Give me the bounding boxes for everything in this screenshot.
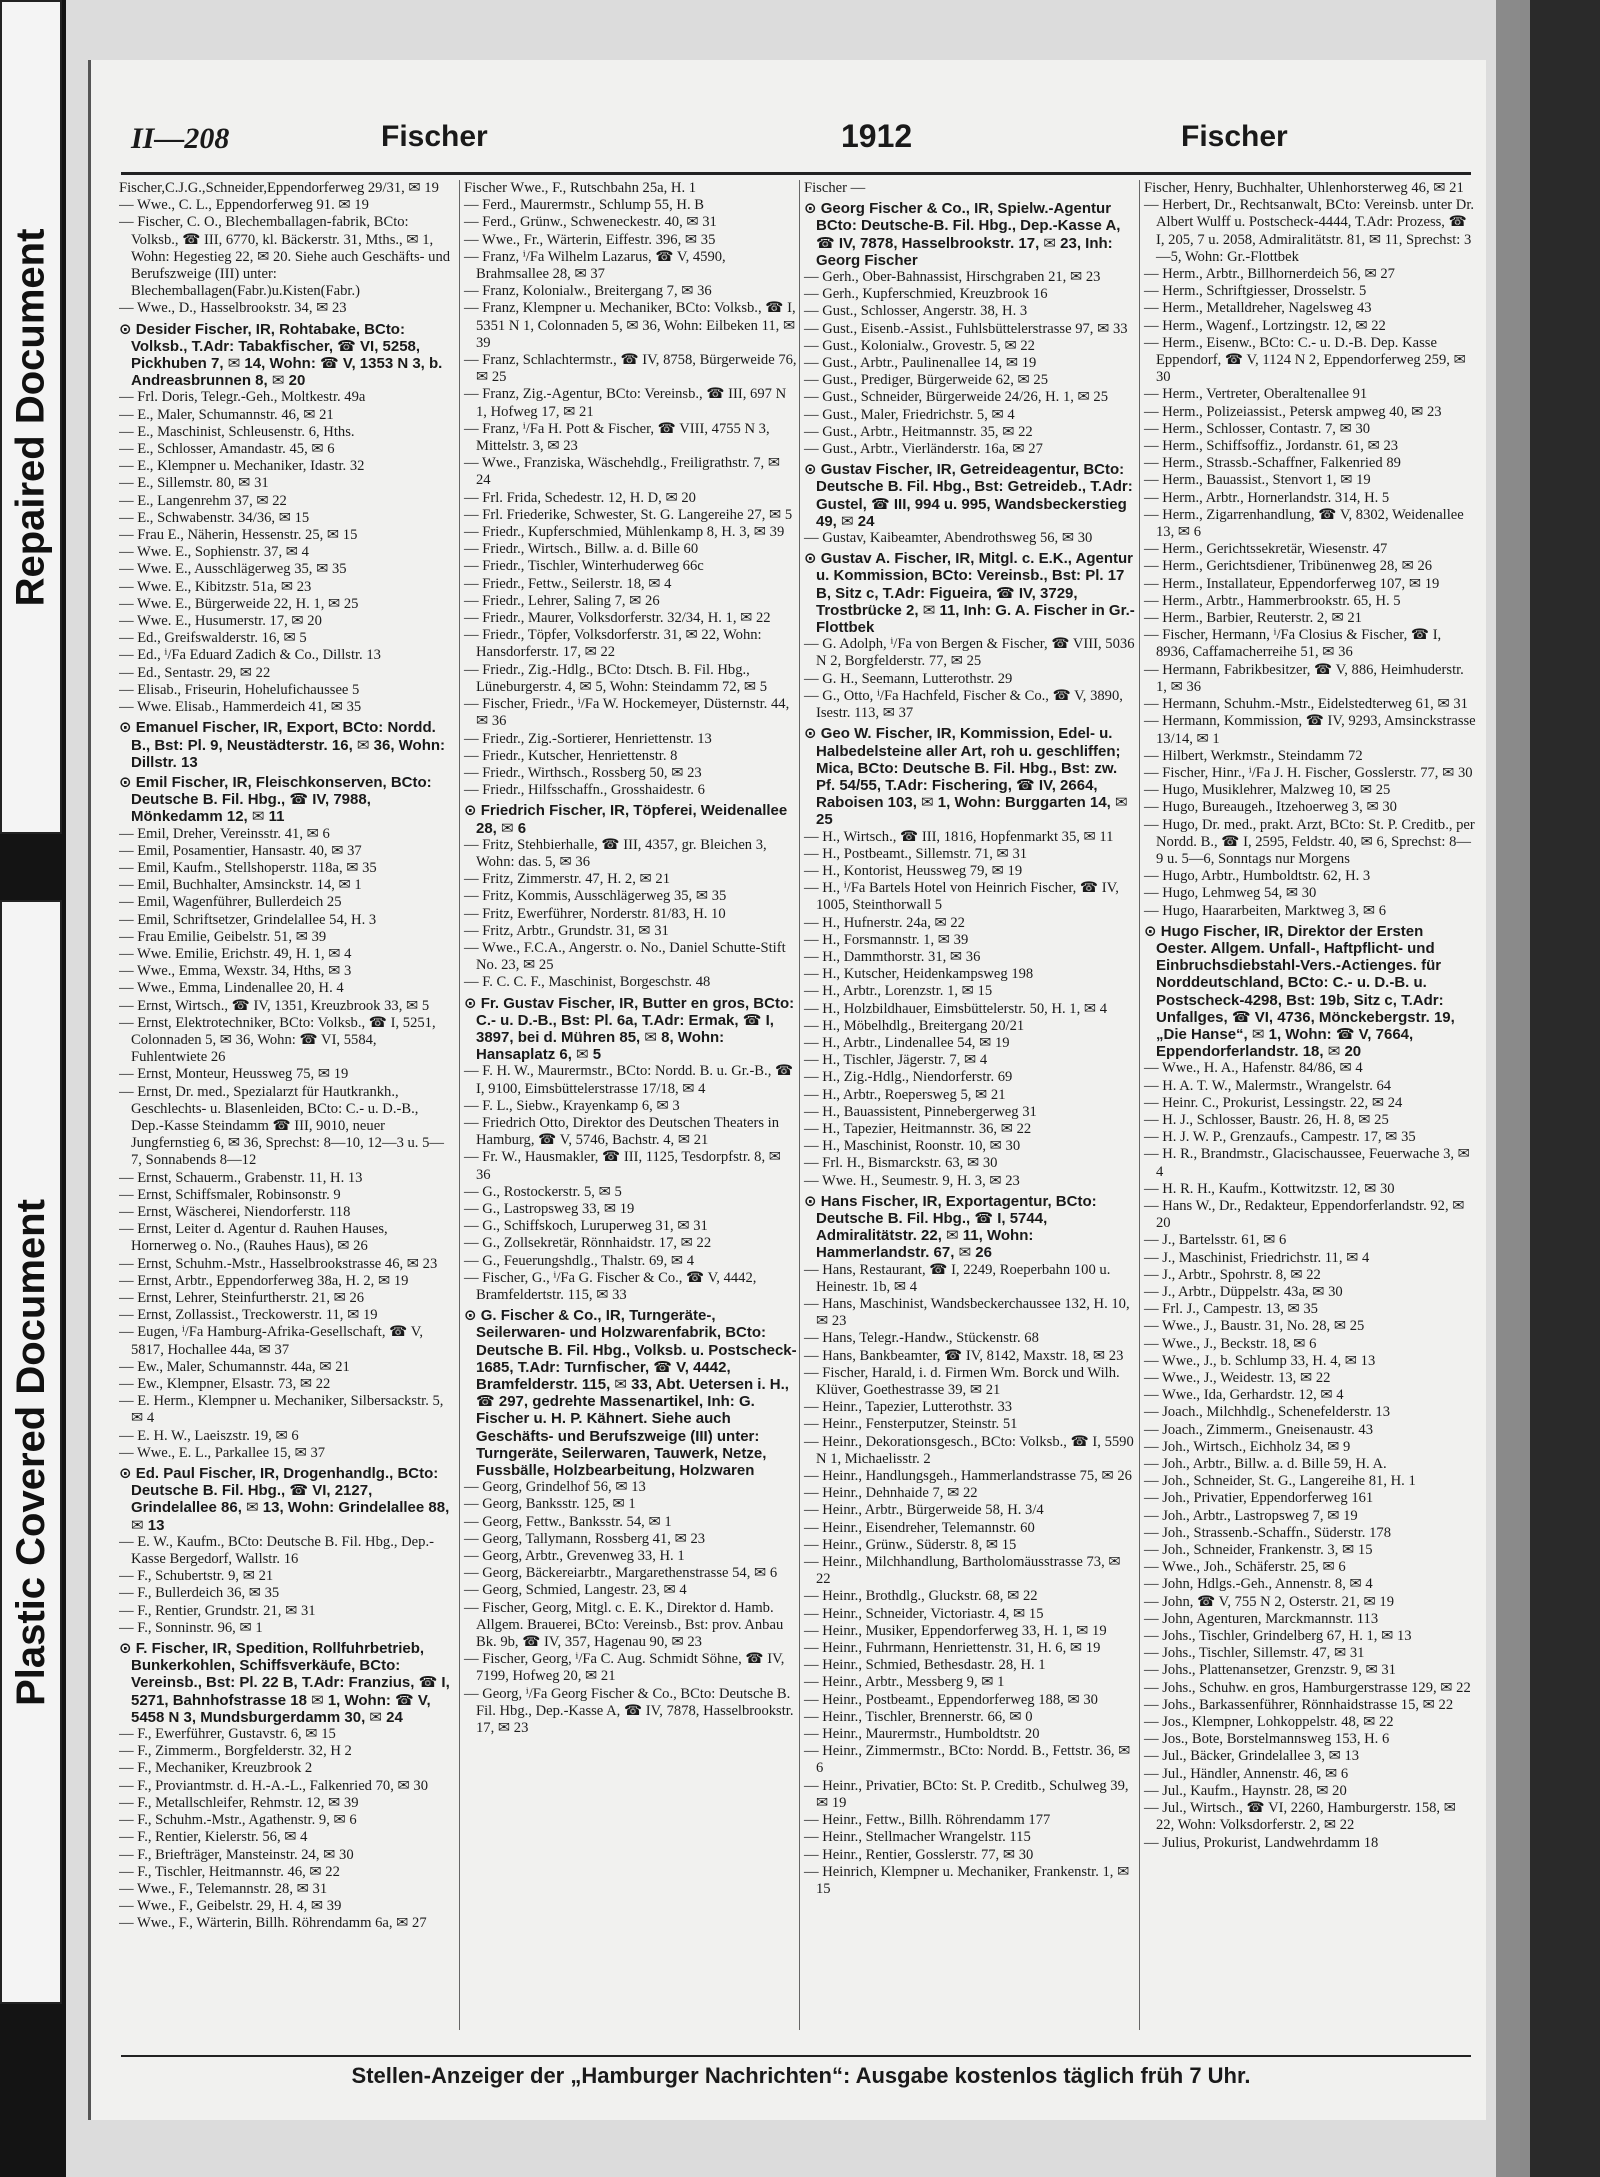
directory-entry: — G. H., Seemann, Lutterothstr. 29 <box>804 670 1013 687</box>
directory-entry: — Franz, Klempner u. Mechaniker, BCto: Volksb., ☎ I, 5351 N 1, Colonnaden 5, ✉ 36, Wohn: Eilbeken 11, ✉ 39 <box>464 300 796 351</box>
directory-entry: — Georg, Fettw., Banksstr. 54, ✉ 1 <box>464 1513 672 1530</box>
directory-entry: — Fritz, Ewerführer, Norderstr. 81/83, H. 10 <box>464 905 726 922</box>
directory-entry: — Johs., Schuhw. en gros, Hamburgerstrasse 129, ✉ 22 <box>1144 1679 1471 1696</box>
directory-entry: — G. Adolph, ⁱ/Fa von Bergen & Fischer, ☎ VIII, 5036 N 2, Borgfelderstr. 77, ✉ 25 <box>804 636 1135 670</box>
directory-entry: — Frau E., Näherin, Hessenstr. 25, ✉ 15 <box>119 527 358 544</box>
directory-entry: — Heinr., Arbtr., Messberg 9, ✉ 1 <box>804 1674 1005 1691</box>
directory-entry: — Gerh., Ober-Bahnassist, Hirschgraben 21, ✉ 23 <box>804 269 1101 286</box>
directory-entry: Fischer,C.J.G.,Schneider,Eppendorferweg 29/31, ✉ 19 <box>119 180 439 196</box>
plastic-covered-label <box>0 900 62 2004</box>
plastic-covered-text: Plastic Covered Document <box>8 1198 53 1706</box>
directory-entry: — Frl. Doris, Telegr.-Geh., Moltkestr. 49a <box>119 389 366 406</box>
footer-advert: Stellen-Anzeiger der „Hamburger Nachrichten“: Ausgabe kostenlos täglich früh 7 Uhr. <box>351 2063 1251 2088</box>
directory-entry: — Heinr., Maurermstr., Humboldtstr. 20 <box>804 1726 1040 1743</box>
directory-entry: — Jos., Bote, Borstelmannsweg 153, H. 6 <box>1144 1731 1390 1748</box>
directory-entry: — Jul., Wirtsch., ☎ VI, 2260, Hamburgerstr. 158, ✉ 22, Wohn: Volksdorferstr. 2, ✉ 22 <box>1144 1800 1456 1834</box>
directory-entry: — E. H. W., Laeiszstr. 19, ✉ 6 <box>119 1427 299 1444</box>
directory-entry: — Herm., Zigarrenhandlung, ☎ V, 8302, Weidenallee 13, ✉ 6 <box>1144 506 1464 541</box>
directory-entry: — Jul., Bäcker, Grindelallee 3, ✉ 13 <box>1144 1748 1360 1765</box>
directory-entry: — Heinr., Grünw., Süderstr. 8, ✉ 15 <box>804 1536 1017 1553</box>
directory-entry: — F. C. C. F., Maschinist, Borgeschstr. 48 <box>464 974 711 991</box>
directory-entry: — Ernst, Monteur, Heussweg 75, ✉ 19 <box>119 1066 349 1083</box>
directory-entry: — Herm., Wagenf., Lortzingstr. 12, ✉ 22 <box>1144 317 1386 334</box>
directory-entry: — Hermann, Kommission, ☎ IV, 9293, Amsinckstrasse 13/14, ✉ 1 <box>1144 713 1476 747</box>
directory-entry: — F., Rentier, Kielerstr. 56, ✉ 4 <box>119 1829 308 1846</box>
directory-entry: — Jul., Händler, Annenstr. 46, ✉ 6 <box>1144 1765 1349 1782</box>
directory-entry: ⊙ Geo W. Fischer, IR, Kommission, Edel- u. Halbedelsteine aller Art, roh u. geschliffen; Mica, BCto: Deutsche B. Fil. Hbg., Bst: zw. Pf. 54/55, T.Adr: Fischering, ☎ IV, 2664, Raboisen 103, ✉ 1, Wohn: Burggarten 14, ✉ 25 <box>804 725 1128 829</box>
directory-entry: — Frau Emilie, Geibelstr. 51, ✉ 39 <box>119 928 327 945</box>
directory-entry: — G., Feuerungshdlg., Thalstr. 69, ✉ 4 <box>464 1252 695 1269</box>
directory-entry: — Georg, Arbtr., Grevenweg 33, H. 1 <box>464 1548 685 1565</box>
directory-entry: — Jos., Klempner, Lohkoppelstr. 48, ✉ 22 <box>1144 1714 1394 1731</box>
directory-entry: — E., Maschinist, Schleusenstr. 6, Hths. <box>119 423 355 440</box>
directory-entry: ⊙ G. Fischer & Co., IR, Turngeräte-, Seilerwaren- und Holzwarenfabrik, BCto: Deutsche B. Fil. Hbg., Volksb. u. Postscheck-1685, T.Adr: Turnfischer, ☎ V, 4442, Bramfelderstr. 115, ✉ 33, Abt. Uetersen i. H., ☎ 297, gedrehte Massenartikel, Inh: G. Fischer u. H. P. Kähnert. Siehe auch Geschäfts- und Berufszweige (III) unter: Turngeräte, Seilerwaren, Tauwerk, Netze, Fussbälle, Holzbearbeitung, Holzwaren <box>464 1307 797 1480</box>
header-right-word: Fischer <box>1181 120 1288 153</box>
directory-entry: ⊙ Georg Fischer & Co., IR, Spielw.-Agentur BCto: Deutsche-B. Fil. Hbg., Dep.-Kasse A, ☎ IV, 7878, Hasselbrookstr. 17, ✉ 23, Inh: Georg Fischer <box>804 200 1121 269</box>
directory-entry: — Friedrich Otto, Direktor des Deutschen Theaters in Hamburg, ☎ V, 5746, Bachstr. 4, ✉ 21 <box>464 1114 780 1149</box>
directory-entry: — Wwe. Elisab., Hammerdeich 41, ✉ 35 <box>119 699 362 716</box>
directory-entry: — Franz, Zig.-Agentur, BCto: Vereinsb., ☎ III, 697 N 1, Hofweg 17, ✉ 21 <box>464 386 787 420</box>
directory-entry: — Friedr., Kutscher, Henriettenstr. 8 <box>464 747 678 764</box>
directory-entry: — Wwe., C. L., Eppendorferweg 91. ✉ 19 <box>119 197 369 214</box>
directory-entry: — Johs., Tischler, Sillemstr. 47, ✉ 31 <box>1144 1645 1365 1662</box>
directory-entry: ⊙ Emil Fischer, IR, Fleischkonserven, BCto: Deutsche B. Fil. Hbg., ☎ IV, 7988, Mönkedamm 12, ✉ 11 <box>119 773 432 826</box>
directory-entry: — Wwe., Franziska, Wäschehdlg., Freiligrathstr. 7, ✉ 24 <box>464 455 781 489</box>
directory-entry: — Friedr., Tischler, Winterhuderweg 66c <box>464 558 704 575</box>
directory-entry: — Gustav, Kaibeamter, Abendrothsweg 56, ✉ 30 <box>804 530 1093 547</box>
directory-entry: — Ernst, Dr. med., Spezialarzt für Hautkrankh., Geschlechts- u. Blasenleiden, BCto: C.- u. D.-B., Dep.-Kasse Steindamm ☎ III, 9010, neuer Jungfernstieg 6, ✉ 36, Sprechst: 8—10, 12—3 u. 5—7, Sonnabends 8—12 <box>119 1083 444 1169</box>
directory-entry: — Julius, Prokurist, Landwehrdamm 18 <box>1144 1834 1379 1851</box>
directory-entry: — Wwe. E., Sophienstr. 37, ✉ 4 <box>119 544 309 561</box>
directory-entry: — Gust., Prediger, Bürgerweide 62, ✉ 25 <box>804 372 1049 389</box>
directory-entry: — Gust., Maler, Friedrichstr. 5, ✉ 4 <box>804 406 1015 423</box>
directory-entry: — F., Schuhm.-Mstr., Agathenstr. 9, ✉ 6 <box>119 1812 357 1829</box>
directory-entry: — H., Arbtr., Roepersweg 5, ✉ 21 <box>804 1086 1006 1103</box>
footer-rule <box>121 2055 1471 2057</box>
directory-entry: — Herm., Arbtr., Hornerlandstr. 314, H. 5 <box>1144 489 1390 506</box>
directory-entry: — Herm., Arbtr., Billhornerdeich 56, ✉ 27 <box>1144 266 1395 283</box>
directory-entry: — Wwe. E., Bürgerweide 22, H. 1, ✉ 25 <box>119 595 359 612</box>
directory-entry: — Heinr. C., Prokurist, Lessingstr. 22, ✉ 24 <box>1144 1094 1403 1111</box>
directory-entry: — J., Bartelsstr. 61, ✉ 6 <box>1144 1232 1287 1249</box>
directory-entry: Fischer Wwe., F., Rutschbahn 25a, H. 1 <box>464 180 697 196</box>
directory-entry: — G., Rostockerstr. 5, ✉ 5 <box>464 1183 622 1200</box>
directory-entry: — H., Tapezier, Heitmannstr. 36, ✉ 22 <box>804 1120 1032 1137</box>
directory-entry: — Fischer, Hinr., ⁱ/Fa J. H. Fischer, Gosslerstr. 77, ✉ 30 <box>1144 764 1473 781</box>
directory-entry: — J., Arbtr., Spohrstr. 8, ✉ 22 <box>1144 1266 1321 1283</box>
directory-entry: — H. R. H., Kaufm., Kottwitzstr. 12, ✉ 30 <box>1144 1180 1395 1197</box>
directory-entry: — Wwe. Emilie, Erichstr. 49, H. 1, ✉ 4 <box>119 945 352 962</box>
directory-entry: — Ernst, Elektrotechniker, BCto: Volksb., ☎ I, 5251, Colonnaden 5, ✉ 36, Wohn: ☎ VI, 5584, Fuhlentwiete 26 <box>119 1014 436 1066</box>
directory-entry: — Heinr., Dekorationsgesch., BCto: Volksb., ☎ I, 5590 N 1, Michaelisstr. 2 <box>804 1433 1134 1467</box>
directory-entry: — Wwe., D., Hasselbrookstr. 34, ✉ 23 <box>119 300 347 317</box>
directory-entry: — H., Zig.-Hdlg., Niendorferstr. 69 <box>804 1069 1013 1086</box>
directory-entry: — Franz, Kolonialw., Breitergang 7, ✉ 36 <box>464 283 712 300</box>
directory-entry: — Ew., Maler, Schumannstr. 44a, ✉ 21 <box>119 1358 350 1375</box>
directory-entry: — Hermann, Schuhm.-Mstr., Eidelstedterweg 61, ✉ 31 <box>1144 696 1468 713</box>
column-4 <box>1139 180 1477 2030</box>
directory-entry: — Fischer, C. O., Blechemballagen-fabrik, BCto: Volksb., ☎ III, 6770, kl. Bäckerstr. 31, Mths., ✉ 1, Wohn: Hegestieg 22, ✉ 20. Siehe auch Geschäfts- und Berufszweige (III) unter: Blechemballagen(Fabr.)u.Kisten(Fabr.) <box>119 214 451 300</box>
header-rule <box>121 172 1471 175</box>
directory-entry: — Gust., Arbtr., Heitmannstr. 35, ✉ 22 <box>804 423 1033 440</box>
directory-entry: — Emil, Dreher, Vereinsstr. 41, ✉ 6 <box>119 825 330 842</box>
column-3 <box>799 180 1137 2030</box>
directory-entry: — Wwe., J., Baustr. 31, No. 28, ✉ 25 <box>1144 1318 1365 1335</box>
directory-entry: — H., Möbelhdlg., Breitergang 20/21 <box>804 1017 1025 1034</box>
directory-entry: — Friedr., Wirthsch., Rossberg 50, ✉ 23 <box>464 764 702 781</box>
directory-entry: — Georg, Tallymann, Rossberg 41, ✉ 23 <box>464 1530 706 1547</box>
directory-entry: — Ernst, Wirtsch., ☎ IV, 1351, Kreuzbrook 33, ✉ 5 <box>119 997 430 1014</box>
directory-entry: — F., Sonninstr. 96, ✉ 1 <box>119 1619 263 1636</box>
directory-entry: — Herm., Arbtr., Hammerbrookstr. 65, H. 5 <box>1144 592 1401 609</box>
directory-entry: — Hans, Bankbeamter, ☎ IV, 8142, Maxstr. 18, ✉ 23 <box>804 1347 1124 1364</box>
directory-entry: — H., Kontorist, Heussweg 79, ✉ 19 <box>804 862 1023 879</box>
directory-entry: — Friedr., Hilfsschaffn., Grosshaidestr. 6 <box>464 782 705 799</box>
directory-entry: — Joh., Schneider, Frankenstr. 3, ✉ 15 <box>1144 1542 1373 1559</box>
directory-entry: — Hermann, Fabrikbesitzer, ☎ V, 886, Heimhuderstr. 1, ✉ 36 <box>1144 661 1464 695</box>
directory-entry: — H., Wirtsch., ☎ III, 1816, Hopfenmarkt 35, ✉ 11 <box>804 828 1114 845</box>
repaired-document-label <box>0 0 62 834</box>
directory-entry: — H. R., Brandmstr., Glacischaussee, Feuerwache 3, ✉ 4 <box>1144 1146 1470 1180</box>
directory-entry: — Georg, ⁱ/Fa Georg Fischer & Co., BCto: Deutsche B. Fil. Hbg., Dep.-Kasse A, ☎ IV, 7878, Hasselbrookstr. 17, ✉ 23 <box>464 1685 794 1737</box>
directory-entry: — H., Tischler, Jägerstr. 7, ✉ 4 <box>804 1052 988 1069</box>
directory-entry: — Wwe., F.C.A., Angerstr. o. No., Daniel Schutte-Stift No. 23, ✉ 25 <box>464 939 786 974</box>
directory-entry: — Friedr., Wirtsch., Billw. a. d. Bille 60 <box>464 541 699 558</box>
directory-entry: — Emil, Schriftsetzer, Grindelallee 54, H. 3 <box>119 911 377 928</box>
directory-entry: — Heinr., Eisendreher, Telemannstr. 60 <box>804 1519 1035 1536</box>
directory-entry: — J., Maschinist, Friedrichstr. 11, ✉ 4 <box>1144 1249 1370 1266</box>
directory-entry: — Emil, Buchhalter, Amsinckstr. 14, ✉ 1 <box>119 877 362 894</box>
directory-entry: — F., Schubertstr. 9, ✉ 21 <box>119 1568 274 1585</box>
directory-entry: — Heinr., Milchhandlung, Bartholomäusstrasse 73, ✉ 22 <box>804 1554 1121 1588</box>
directory-entry: — Franz, ⁱ/Fa Wilhelm Lazarus, ☎ V, 4590, Brahmsallee 28, ✉ 37 <box>464 248 726 283</box>
directory-entry: — Joh., Strassenb.-Schaffn., Süderstr. 178 <box>1144 1524 1391 1541</box>
directory-entry: — Fischer, Georg, Mitgl. c. E. K., Direktor d. Hamb. Allgem. Brauerei, BCto: Vereinsb., Bst: prov. Anbau Bk. 9b, ☎ IV, 357, Hagenau 90, ✉ 23 <box>464 1599 784 1651</box>
directory-entry: — F., Zimmerm., Borgfelderstr. 32, H 2 <box>119 1743 352 1760</box>
directory-entry: — Heinrich, Klempner u. Mechaniker, Frankenstr. 1, ✉ 15 <box>804 1863 1130 1897</box>
directory-entry: — Heinr., Dehnhaide 7, ✉ 22 <box>804 1485 978 1502</box>
directory-entry: — Herm., Eisenw., BCto: C.- u. D.-B. Dep. Kasse Eppendorf, ☎ V, 1124 N 2, Eppendorferweg 259, ✉ 30 <box>1144 334 1466 386</box>
directory-entry: — Wwe. E., Ausschlägerweg 35, ✉ 35 <box>119 561 347 578</box>
directory-entry: — F. L., Siebw., Krayenkamp 6, ✉ 3 <box>464 1097 680 1114</box>
directory-entry: — Friedr., Maurer, Volksdorferstr. 32/34, H. 1, ✉ 22 <box>464 610 771 627</box>
header-year: 1912 <box>841 118 913 154</box>
header-left-word: Fischer <box>381 120 488 153</box>
directory-entry: — Herm., Gerichtsdiener, Tribünenweg 28, ✉ 26 <box>1144 558 1433 575</box>
directory-entry: — Fritz, Zimmerstr. 47, H. 2, ✉ 21 <box>464 871 670 888</box>
directory-entry: — Heinr., Musiker, Eppendorferweg 33, H. 1, ✉ 19 <box>804 1622 1107 1639</box>
directory-entry: — Frl. Friederike, Schwester, St. G. Langereihe 27, ✉ 5 <box>464 506 793 523</box>
directory-entry: — Franz, Schlachtermstr., ☎ IV, 8758, Bürgerweide 76, ✉ 25 <box>464 352 797 386</box>
column-2 <box>459 180 797 2030</box>
directory-entry: — Ferd., Maurermstr., Schlump 55, H. B <box>464 197 704 214</box>
directory-entry: — F., Ewerführer, Gustavstr. 6, ✉ 15 <box>119 1726 336 1743</box>
directory-entry: — Gerh., Kupferschmied, Kreuzbrook 16 <box>804 286 1048 303</box>
directory-entry: — Gust., Schlosser, Angerstr. 38, H. 3 <box>804 303 1028 320</box>
directory-entry: — Hans, Restaurant, ☎ I, 2249, Roeperbahn 100 u. Heinestr. 1b, ✉ 4 <box>804 1261 1111 1295</box>
directory-entry: — Heinr., Fuhrmann, Henriettenstr. 31, H. 6, ✉ 19 <box>804 1640 1101 1657</box>
directory-entry: — Hans, Maschinist, Wandsbeckerchaussee 132, H. 10, ✉ 23 <box>804 1296 1130 1330</box>
directory-entry: — Fischer, G., ⁱ/Fa G. Fischer & Co., ☎ V, 4442, Bramfeldertstr. 115, ✉ 33 <box>464 1269 757 1303</box>
directory-entry: — Heinr., Privatier, BCto: St. P. Creditb., Schulweg 39, ✉ 19 <box>804 1777 1129 1811</box>
directory-entry: — Heinr., Schmied, Bethesdastr. 28, H. 1 <box>804 1657 1046 1674</box>
directory-entry: — Fritz, Stehbierhalle, ☎ III, 4357, gr. Bleichen 3, Wohn: das. 5, ✉ 36 <box>464 836 767 870</box>
directory-entry: — Herm., Metalldreher, Nagelsweg 43 <box>1144 300 1372 317</box>
directory-entry: — Fischer, Harald, i. d. Firmen Wm. Borck und Wilh. Klüver, Goethestrasse 39, ✉ 21 <box>804 1364 1120 1399</box>
directory-entry: — Eugen, ⁱ/Fa Hamburg-Afrika-Gesellschaft, ☎ V, 5817, Hochallee 44a, ✉ 37 <box>119 1324 424 1358</box>
directory-entry: — Joach., Milchhdlg., Schenefelderstr. 13 <box>1144 1404 1391 1421</box>
directory-entry: Fischer — <box>804 180 866 196</box>
directory-entry: ⊙ Emanuel Fischer, IR, Export, BCto: Nordd. B., Bst: Pl. 9, Neustädterstr. 16, ✉ 36, Wohn: Dillstr. 13 <box>119 719 446 771</box>
directory-entry: — H. J. W. P., Grenzaufs., Campestr. 17, ✉ 35 <box>1144 1129 1416 1146</box>
directory-entry: — Elisab., Friseurin, Hohelufichaussee 5 <box>119 681 360 698</box>
directory-entry: — Frl. J., Campestr. 13, ✉ 35 <box>1144 1301 1318 1318</box>
directory-entry: — F., Mechaniker, Kreuzbrook 2 <box>119 1760 313 1777</box>
directory-entry: — Friedr., Kupferschmied, Mühlenkamp 8, H. 3, ✉ 39 <box>464 524 785 541</box>
directory-entry: — Heinr., Fensterputzer, Steinstr. 51 <box>804 1416 1018 1433</box>
directory-entry: — Herm., Schiffsoffiz., Jordanstr. 61, ✉ 23 <box>1144 438 1399 455</box>
directory-entry: — Herm., Strassb.-Schaffner, Falkenried 89 <box>1144 455 1401 472</box>
directory-entry: — Gust., Schneider, Bürgerweide 24/26, H. 1, ✉ 25 <box>804 389 1109 406</box>
directory-entry: — Emil, Kaufm., Stellshoperstr. 118a, ✉ 35 <box>119 859 377 876</box>
directory-entry: — E., Klempner u. Mechaniker, Idastr. 32 <box>119 458 365 475</box>
directory-entry: — Hugo, Haararbeiten, Marktweg 3, ✉ 6 <box>1144 902 1387 919</box>
directory-entry: — H., Kutscher, Heidenkampsweg 198 <box>804 966 1034 983</box>
directory-entry: — H., ⁱ/Fa Bartels Hotel von Heinrich Fischer, ☎ IV, 1005, Steinthorwall 5 <box>804 880 1119 914</box>
directory-entry: — Friedr., Zig.-Sortierer, Henriettenstr. 13 <box>464 730 712 747</box>
directory-entry: — Ernst, Schiffsmaler, Robinsonstr. 9 <box>119 1186 341 1203</box>
directory-entry: — G., Lastropsweg 33, ✉ 19 <box>464 1200 635 1217</box>
directory-entry: — Joh., Wirtsch., Eichholz 34, ✉ 9 <box>1144 1438 1351 1455</box>
directory-entry: — Gust., Eisenb.-Assist., Fuhlsbüttelerstrasse 97, ✉ 33 <box>804 320 1128 337</box>
directory-entry: — John, Hdlgs.-Geh., Annenstr. 8, ✉ 4 <box>1144 1576 1373 1593</box>
directory-entry: — E., Schlosser, Amandastr. 45, ✉ 6 <box>119 441 335 458</box>
directory-entry: — G., Schiffskoch, Luruperweg 31, ✉ 31 <box>464 1218 708 1235</box>
directory-entry: — Ed., Greifswalderstr. 16, ✉ 5 <box>119 630 307 647</box>
repaired-document-text: Repaired Document <box>8 228 53 606</box>
directory-entry: — Heinr., Tapezier, Lutterothstr. 33 <box>804 1399 1013 1416</box>
directory-entry: — Wwe., Emma, Lindenallee 20, H. 4 <box>119 980 344 997</box>
directory-entry: ⊙ Fr. Gustav Fischer, IR, Butter en gros, BCto: C.- u. D.-B., Bst: Pl. 6a, T.Adr: Ermak, ☎ I, 3897, bei d. Mühren 85, ✉ 8, Wohn: Hansaplatz 6, ✉ 5 <box>464 994 795 1064</box>
directory-entry: — Wwe., Emma, Wexstr. 34, Hths, ✉ 3 <box>119 963 352 980</box>
directory-entry: — Gust., Arbtr., Vierländerstr. 16a, ✉ 27 <box>804 441 1043 458</box>
directory-entry: — H., Forsmannstr. 1, ✉ 39 <box>804 931 969 948</box>
directory-entry: — Wwe. E., Kibitzstr. 51a, ✉ 23 <box>119 578 312 595</box>
directory-entry: — Hugo, Arbtr., Humboldtstr. 62, H. 3 <box>1144 868 1371 885</box>
directory-entry: — Wwe., F., Geibelstr. 29, H. 4, ✉ 39 <box>119 1898 342 1915</box>
directory-entry: — Frl. Frida, Schedestr. 12, H. D, ✉ 20 <box>464 489 696 506</box>
directory-entry: — Fischer, Georg, ⁱ/Fa C. Aug. Schmidt Söhne, ☎ IV, 7199, Hofweg 20, ✉ 21 <box>464 1651 785 1685</box>
directory-entry: — Georg, Bäckereiarbtr., Margarethenstrasse 54, ✉ 6 <box>464 1565 778 1582</box>
directory-entry: — H., Arbtr., Lorenzstr. 1, ✉ 15 <box>804 983 993 1000</box>
directory-entry: — Wwe. H., Seumestr. 9, H. 3, ✉ 23 <box>804 1172 1020 1189</box>
page-number: II—208 <box>131 122 230 155</box>
page-edge-shadow <box>1496 0 1530 2177</box>
directory-entry: — Wwe., J., Weidestr. 13, ✉ 22 <box>1144 1370 1331 1387</box>
directory-entry: ⊙ Gustav Fischer, IR, Getreideagentur, BCto: Deutsche B. Fil. Hbg., Bst: Getreideb., T.Adr: Gustel, ☎ III, 994 u. 995, Wandsbeckerstieg 49, ✉ 24 <box>804 461 1133 530</box>
directory-entry: — F., Metallschleifer, Rehmstr. 12, ✉ 39 <box>119 1794 359 1811</box>
directory-entry: — John, ☎ V, 755 N 2, Osterstr. 21, ✉ 19 <box>1144 1593 1395 1610</box>
directory-entry: — Ed., ⁱ/Fa Eduard Zadich & Co., Dillstr. 13 <box>119 647 381 664</box>
directory-entry: ⊙ Ed. Paul Fischer, IR, Drogenhandlg., BCto: Deutsche B. Fil. Hbg., ☎ VI, 2127, Grindelallee 86, ✉ 13, Wohn: Grindelallee 88, ✉ 13 <box>119 1465 450 1534</box>
directory-entry: — Fischer, Hermann, ⁱ/Fa Closius & Fischer, ☎ I, 8936, Caffamacherreihe 51, ✉ 36 <box>1144 627 1442 661</box>
directory-entry: — Ernst, Schuhm.-Mstr., Hasselbrookstrasse 46, ✉ 23 <box>119 1255 438 1272</box>
directory-entry: — H. A. T. W., Malermstr., Wrangelstr. 64 <box>1144 1077 1392 1094</box>
directory-entry: — Jul., Kaufm., Haynstr. 28, ✉ 20 <box>1144 1782 1347 1799</box>
directory-entry: — E., Schwabenstr. 34/36, ✉ 15 <box>119 509 310 526</box>
directory-entry: — Heinr., Rentier, Gosslerstr. 77, ✉ 30 <box>804 1846 1034 1863</box>
directory-entry: — H., Maschinist, Roonstr. 10, ✉ 30 <box>804 1138 1021 1155</box>
directory-entry: — F., Bullerdeich 36, ✉ 35 <box>119 1585 280 1602</box>
directory-entry: — Ew., Klempner, Elsastr. 73, ✉ 22 <box>119 1376 331 1393</box>
directory-entry: — Friedr., Töpfer, Volksdorferstr. 31, ✉ 22, Wohn: Hansdorferstr. 17, ✉ 22 <box>464 627 762 661</box>
directory-entry: Fischer, Henry, Buchhalter, Uhlenhorsterweg 46, ✉ 21 <box>1144 180 1464 196</box>
directory-entry: — Emil, Wagenführer, Bullerdeich 25 <box>119 894 342 911</box>
directory-entry: — Wwe., Joh., Schäferstr. 25, ✉ 6 <box>1144 1559 1346 1576</box>
page-header <box>131 108 1471 168</box>
directory-entry: ⊙ Hugo Fischer, IR, Direktor der Ersten Oester. Allgem. Unfall-, Haftpflicht- und Einbruchsdiebstahl-Vers.-Actienges. für Norddeutschland, BCto: C.- u. D.-B. u. Postscheck-4298, Bst: 19b, Sitz c, T.Adr: Unfallges, ☎ VI, 4736, Mönckebergstr. 19, „Die Hanse“, ✉ 1, Wohn: ☎ V, 7664, Eppendorferlandstr. 18, ✉ 20 <box>1144 922 1455 1061</box>
directory-entry: — J., Arbtr., Düppelstr. 43a, ✉ 30 <box>1144 1284 1343 1300</box>
directory-entry: — H., Dammthorstr. 31, ✉ 36 <box>804 948 981 965</box>
directory-entry: — E. Herm., Klempner u. Mechaniker, Silbersackstr. 5, ✉ 4 <box>119 1393 444 1427</box>
directory-entry: — Heinr., Postbeamt., Eppendorferweg 188, ✉ 30 <box>804 1691 1098 1708</box>
directory-entry: — Wwe., J., Beckstr. 18, ✉ 6 <box>1144 1335 1317 1352</box>
directory-entry: — G., Otto, ⁱ/Fa Hachfeld, Fischer & Co., ☎ V, 3890, Isestr. 113, ✉ 37 <box>804 687 1123 722</box>
directory-entry: — Ernst, Wäscherei, Niendorferstr. 118 <box>119 1203 351 1220</box>
directory-entry: — Heinr., Fettw., Billh. Röhrendamm 177 <box>804 1812 1051 1829</box>
directory-entry: — Ed., Sentastr. 29, ✉ 22 <box>119 664 271 681</box>
directory-entry: — Gust., Arbtr., Paulinenallee 14, ✉ 19 <box>804 355 1037 372</box>
directory-entry: — Wwe., E. L., Parkallee 15, ✉ 37 <box>119 1444 326 1461</box>
directory-entry: — Hans W., Dr., Redakteur, Eppendorferlandstr. 92, ✉ 20 <box>1144 1197 1465 1232</box>
directory-entry: — Herm., Schlosser, Contastr. 7, ✉ 30 <box>1144 420 1371 437</box>
directory-entry: — Friedr., Lehrer, Saling 7, ✉ 26 <box>464 592 660 609</box>
directory-entry: — Johs., Tischler, Grindelberg 67, H. 1, ✉ 13 <box>1144 1628 1412 1645</box>
directory-entry: — Johs., Plattenansetzer, Grenzstr. 9, ✉ 31 <box>1144 1662 1396 1679</box>
directory-entry: — E., Maler, Schumannstr. 46, ✉ 21 <box>119 406 334 423</box>
directory-entry: — Hugo, Dr. med., prakt. Arzt, BCto: St. P. Creditb., per Nordd. B., ☎ I, 2595, Feldstr. 40, ✉ 6, Sprechst: 8—9 u. 5—6, Sonntags nur Morgens <box>1144 816 1475 867</box>
directory-entry: ⊙ Hans Fischer, IR, Exportagentur, BCto: Deutsche B. Fil. Hbg., ☎ I, 5744, Admiralitätstr. 22, ✉ 11, Wohn: Hammerlandstr. 67, ✉ 26 <box>804 1192 1097 1262</box>
directory-entry: — Heinr., Handlungsgeh., Hammerlandstrasse 75, ✉ 26 <box>804 1468 1132 1485</box>
directory-entry: — G., Zollsekretär, Rönnhaidstr. 17, ✉ 22 <box>464 1235 712 1252</box>
directory-entry: — Hugo, Musiklehrer, Malzweg 10, ✉ 25 <box>1144 782 1391 799</box>
directory-entry: — F., Briefträger, Mansteinstr. 24, ✉ 30 <box>119 1846 354 1863</box>
directory-entry: — H., Holzbildhauer, Eimsbüttelerstr. 50, H. 1, ✉ 4 <box>804 1000 1108 1017</box>
directory-entry: — H., Bauassistent, Pinnebergerweg 31 <box>804 1103 1037 1120</box>
directory-entry: ⊙ F. Fischer, IR, Spedition, Rollfuhrbetrieb, Bunkerkohlen, Schiffsverkäufe, BCto: Vereinsb., Bst: Pl. 22 B, T.Adr: Franzius, ☎ I, 5271, Bahnhofstrasse 18 ✉ 1, Wohn: ☎ V, 5458 N 3, Mundsburgerdamm 30, ✉ 24 <box>119 1640 450 1726</box>
directory-entry: — Heinr., Arbtr., Bürgerweide 58, H. 3/4 <box>804 1502 1044 1519</box>
directory-entry: — Ferd., Grünw., Schweneckestr. 40, ✉ 31 <box>464 214 717 231</box>
directory-entry: — F., Rentier, Grundstr. 21, ✉ 31 <box>119 1602 316 1619</box>
directory-entry: — F., Proviantmstr. d. H.-A.-L., Falkenried 70, ✉ 30 <box>119 1777 428 1794</box>
directory-entry: — John, Agenturen, Marckmannstr. 113 <box>1144 1610 1379 1627</box>
directory-entry: — Hugo, Bureaugeh., Itzehoerweg 3, ✉ 30 <box>1144 799 1397 816</box>
directory-entry: — Heinr., Schneider, Victoriastr. 4, ✉ 15 <box>804 1605 1044 1622</box>
directory-entry: — Joh., Privatier, Eppendorferweg 161 <box>1144 1490 1374 1507</box>
directory-entry: — Wwe., H. A., Hafenstr. 84/86, ✉ 4 <box>1144 1060 1363 1077</box>
directory-entry: — Georg, Grindelhof 56, ✉ 13 <box>464 1479 646 1496</box>
directory-entry: — Friedr., Zig.-Hdlg., BCto: Dtsch. B. Fil. Hbg., Lüneburgerstr. 4, ✉ 5, Wohn: Steindamm 72, ✉ 5 <box>464 661 768 695</box>
directory-entry: — E., Sillemstr. 80, ✉ 31 <box>119 475 269 492</box>
directory-entry: — Emil, Posamentier, Hansastr. 40, ✉ 37 <box>119 842 362 859</box>
directory-entry: — Heinr., Tischler, Brennerstr. 66, ✉ 0 <box>804 1708 1033 1725</box>
directory-entry: — Fischer, Friedr., ⁱ/Fa W. Hockemeyer, Düsternstr. 44, ✉ 36 <box>464 696 790 730</box>
directory-entry: — F. H. W., Maurermstr., BCto: Nordd. B. u. Gr.-B., ☎ I, 9100, Eimsbüttelerstrasse 17/18, ✉ 4 <box>464 1063 794 1097</box>
directory-entry: — Ernst, Leiter d. Agentur d. Rauhen Hauses, Hornerweg o. No., (Rauhes Haus), ✉ 26 <box>119 1221 388 1255</box>
directory-entry: — Fr. W., Hausmakler, ☎ III, 1125, Tesdorpfstr. 8, ✉ 36 <box>464 1149 781 1183</box>
directory-entry: — Wwe., Fr., Wärterin, Eiffestr. 396, ✉ 35 <box>464 231 716 248</box>
directory-entry: — Hugo, Lehmweg 54, ✉ 30 <box>1144 885 1317 902</box>
directory-entry: — Hilbert, Werkmstr., Steindamm 72 <box>1144 747 1363 764</box>
directory-entry: — Herm., Vertreter, Oberaltenallee 91 <box>1144 386 1368 403</box>
directory-entry: — H., Arbtr., Lindenallee 54, ✉ 19 <box>804 1034 1010 1051</box>
directory-entry: — Heinr., Brothdlg., Gluckstr. 68, ✉ 22 <box>804 1588 1038 1605</box>
directory-entry: ⊙ Gustav A. Fischer, IR, Mitgl. c. E.K., Agentur u. Kommission, BCto: Vereinsb., Bst: Pl. 17 B, Sitz c, T.Adr: Figueira, ☎ IV, 3729, Trostbrücke 2, ✉ 11, Inh: G. A. Fischer in Gr.-Flottbek <box>804 550 1135 637</box>
directory-entry: — Heinr., Zimmermstr., BCto: Nordd. B., Fettstr. 36, ✉ 6 <box>804 1743 1131 1777</box>
directory-entry: — Joh., Schneider, St. G., Langereihe 81, H. 1 <box>1144 1473 1416 1490</box>
directory-entry: — Joh., Arbtr., Billw. a. d. Bille 59, H. A. <box>1144 1456 1387 1473</box>
directory-entry: — Wwe. E., Husumerstr. 17, ✉ 20 <box>119 613 322 630</box>
directory-entry: — Georg, Banksstr. 125, ✉ 1 <box>464 1496 636 1513</box>
directory-entry: — Ernst, Arbtr., Eppendorferweg 38a, H. 2, ✉ 19 <box>119 1272 409 1289</box>
directory-entry: — F., Tischler, Heitmannstr. 46, ✉ 22 <box>119 1863 340 1880</box>
directory-columns <box>119 180 1474 2050</box>
column-1 <box>119 180 452 2030</box>
directory-entry: — Wwe., F., Wärterin, Billh. Röhrendamm 6a, ✉ 27 <box>119 1915 427 1932</box>
directory-entry: — Frl. H., Bismarckstr. 63, ✉ 30 <box>804 1155 998 1172</box>
directory-entry: — E., Langenrehm 37, ✉ 22 <box>119 492 287 509</box>
directory-entry: — Fritz, Arbtr., Grundstr. 31, ✉ 31 <box>464 922 669 939</box>
directory-entry: — H., Postbeamt., Sillemstr. 71, ✉ 31 <box>804 845 1028 862</box>
directory-entry: — Herm., Schriftgiesser, Drosselstr. 5 <box>1144 283 1367 300</box>
directory-entry: — E. W., Kaufm., BCto: Deutsche B. Fil. Hbg., Dep.-Kasse Bergedorf, Wallstr. 16 <box>119 1533 434 1568</box>
directory-entry: — Herm., Bauassist., Stenvort 1, ✉ 19 <box>1144 472 1371 489</box>
directory-entry: — Ernst, Schauerm., Grabenstr. 11, H. 13 <box>119 1169 363 1186</box>
directory-entry: — Herm., Gerichtssekretär, Wiesenstr. 47 <box>1144 541 1388 558</box>
directory-entry: — Gust., Kolonialw., Grovestr. 5, ✉ 22 <box>804 337 1035 354</box>
directory-page <box>88 60 1486 2120</box>
directory-entry: — Heinr., Stellmacher Wrangelstr. 115 <box>804 1829 1031 1846</box>
directory-entry: — Ernst, Lehrer, Steinfurtherstr. 21, ✉ 26 <box>119 1290 365 1306</box>
directory-entry: — Wwe., J., b. Schlump 33, H. 4, ✉ 13 <box>1144 1352 1376 1369</box>
directory-entry: — Joh., Arbtr., Lastropsweg 7, ✉ 19 <box>1144 1507 1358 1524</box>
directory-entry: — Ernst, Zollassist., Treckowerstr. 11, ✉ 19 <box>119 1307 378 1324</box>
directory-entry: — H. J., Schlosser, Baustr. 26, H. 8, ✉ 25 <box>1144 1111 1389 1128</box>
right-dark-edge <box>1530 0 1600 2177</box>
directory-entry: — Wwe., F., Telemannstr. 28, ✉ 31 <box>119 1880 328 1897</box>
directory-entry: — Wwe., Ida, Gerhardstr. 12, ✉ 4 <box>1144 1387 1344 1404</box>
directory-entry: — H., Hufnerstr. 24a, ✉ 22 <box>804 914 965 931</box>
directory-entry: — Friedr., Fettw., Seilerstr. 18, ✉ 4 <box>464 575 672 592</box>
directory-entry: ⊙ Desider Fischer, IR, Rohtabake, BCto: Volksb., T.Adr: Tabakfischer, ☎ VI, 5258, Pickhuben 7, ✉ 14, Wohn: ☎ V, 1353 N 3, b. Andreasbrunnen 8, ✉ 20 <box>119 320 443 390</box>
directory-entry: — Georg, Schmied, Langestr. 23, ✉ 4 <box>464 1582 687 1599</box>
directory-entry: — Herm., Barbier, Reuterstr. 2, ✉ 21 <box>1144 610 1362 627</box>
directory-entry: — Johs., Barkassenführer, Rönnhaidstrasse 15, ✉ 22 <box>1144 1696 1454 1713</box>
directory-entry: — Herbert, Dr., Rechtsanwalt, BCto: Vereinsb. unter Dr. Albert Wulff u. Postscheck-4444, T.Adr: Prozess, ☎ I, 205, 7 u. 2058, Admiralitätstr. 81, ✉ 11, Sprechst: 3—5, Wohn: Gr.-Flottbek <box>1144 197 1475 265</box>
directory-entry: — Joach., Zimmerm., Gneisenaustr. 43 <box>1144 1421 1373 1438</box>
directory-entry: — Franz, ⁱ/Fa H. Pott & Fischer, ☎ VIII, 4755 N 3, Mittelstr. 3, ✉ 23 <box>464 420 770 455</box>
directory-entry: ⊙ Friedrich Fischer, IR, Töpferei, Weidenallee 28, ✉ 6 <box>464 802 788 837</box>
directory-entry: — Herm., Installateur, Eppendorferweg 107, ✉ 19 <box>1144 575 1440 592</box>
directory-entry: — Hans, Telegr.-Handw., Stückenstr. 68 <box>804 1330 1039 1347</box>
directory-entry: — Herm., Polizeiassist., Petersk ampweg 40, ✉ 23 <box>1144 403 1442 420</box>
directory-entry: — Fritz, Kommis, Ausschlägerweg 35, ✉ 35 <box>464 888 727 905</box>
